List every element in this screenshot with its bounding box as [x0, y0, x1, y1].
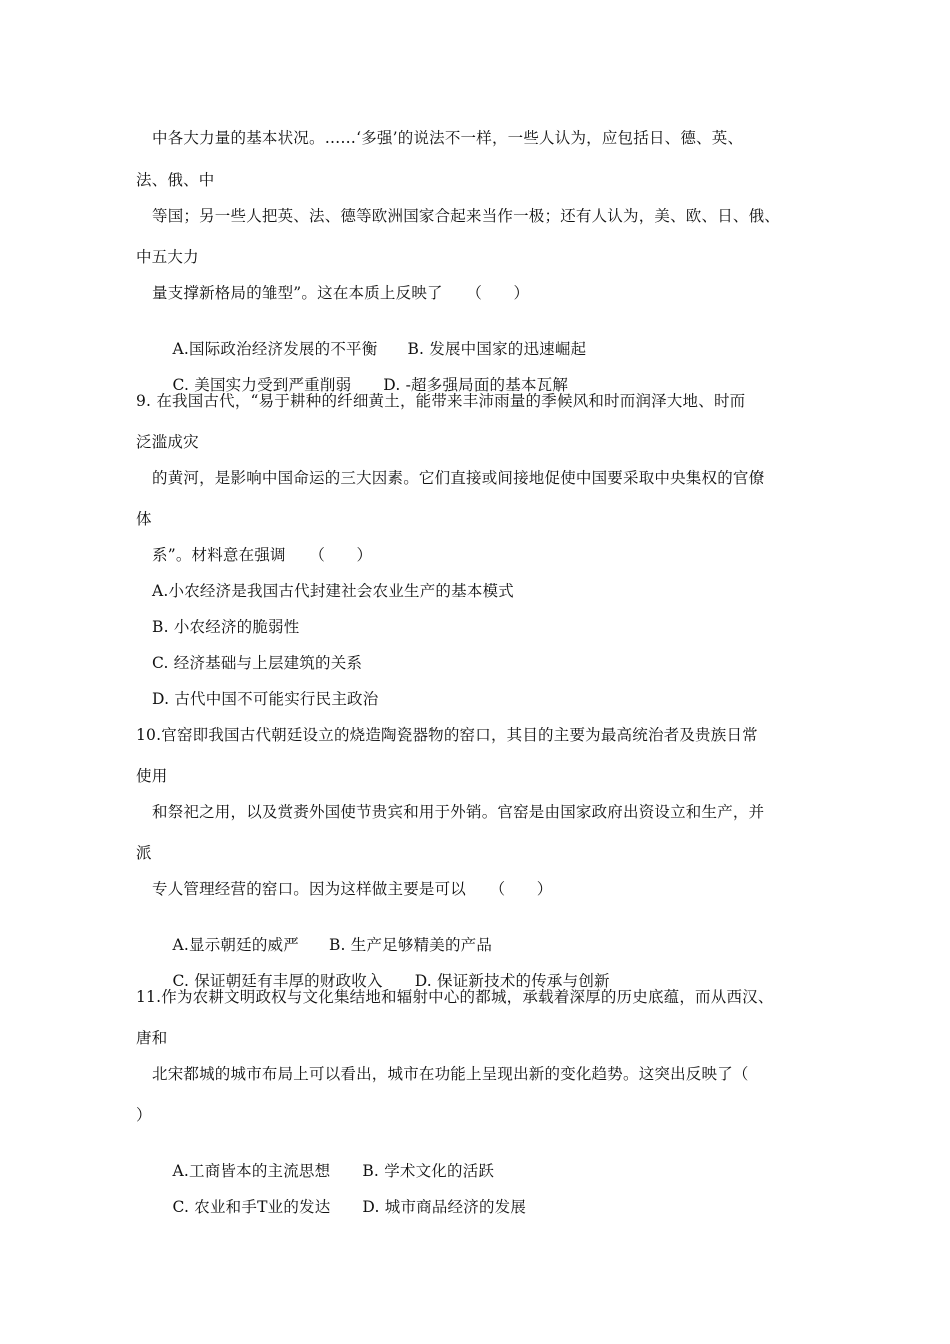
q9-stem-line-1: 9. 在我国古代，“易于耕种的纤细黄土，能带来丰沛雨量的季候风和时而润泽大地、时而 — [136, 392, 746, 410]
q8-option-b: B. 发展中国家的迅速崛起 — [407, 340, 587, 358]
q10-stem-line-3: 和祭祀之用，以及赏赉外国使节贵宾和用于外销。官窑是由国家政府出资设立和生产，并 — [152, 803, 765, 821]
q11-stem-line-2: 唐和 — [136, 1029, 168, 1047]
q10-option-b: B. 生产足够精美的产品 — [328, 936, 493, 954]
q10-stem-line-4: 派 — [136, 844, 152, 862]
q9-option-a: A.小农经济是我国古代封建社会农业生产的基本模式 — [152, 582, 514, 600]
q10-option-c: C. 保证朝廷有丰厚的财政收入 — [172, 972, 383, 990]
q9-stem-line-3: 的黄河，是影响中国命运的三大因素。它们直接或间接地促使中国要采取中央集权的官僚 — [152, 469, 765, 487]
q11-option-b: B. 学术文化的活跃 — [362, 1162, 495, 1180]
q10-stem-line-5: 专人管理经营的窑口。因为这样做主要是可以 （ ） — [152, 880, 553, 898]
q11-stem-line-4: ） — [136, 1106, 152, 1124]
q8-stem-line-4: 中五大力 — [136, 248, 199, 266]
q11-options-row-2 — [152, 1177, 526, 1237]
q8-stem-line-2: 法、俄、中 — [136, 171, 215, 189]
q9-stem-line-4: 体 — [136, 510, 152, 528]
q8-stem-line-3: 等国；另一些人把英、法、德等欧洲国家合起来当作一极；还有人认为，美、欧、日、俄、 — [152, 207, 781, 225]
q10-stem-line-1: 10.官窑即我国古代朝廷设立的烧造陶瓷器物的窑口，其目的主要为最高统治者及贵族日常 — [136, 726, 758, 744]
q9-option-c: C. 经济基础与上层建筑的关系 — [152, 654, 363, 672]
q11-stem-line-1: 11.作为农耕文明政权与文化集结地和辐射中心的都城，承载着深厚的历史底蕴，而从西汉、 — [136, 988, 774, 1006]
q11-stem-line-3: 北宋都城的城市布局上可以看出，城市在功能上呈现出新的变化趋势。这突出反映了（ — [152, 1065, 749, 1083]
q11-option-a: A.工商皆本的主流思想 — [172, 1162, 331, 1180]
q8-stem-line-1: 中各大力量的基本状况。……‘多强’的说法不一样，一些人认为，应包括日、德、英、 — [152, 129, 744, 147]
q9-stem-line-5: 系”。材料意在强调 （ ） — [152, 546, 373, 564]
q9-option-b: B. 小农经济的脆弱性 — [152, 618, 300, 636]
q9-option-d: D. 古代中国不可能实行民主政治 — [152, 690, 379, 708]
q8-option-a: A.国际政治经济发展的不平衡 — [172, 340, 378, 358]
q10-option-a: A.显示朝廷的威严 — [172, 936, 299, 954]
q10-option-d: D. 保证新技术的传承与创新 — [414, 972, 610, 990]
q8-option-c: C. 美国实力受到严重削弱 — [172, 376, 352, 394]
q9-stem-line-2: 泛滥成灾 — [136, 433, 199, 451]
q8-stem-line-5: 量支撑新格局的雏型”。这在本质上反映了 （ ） — [152, 284, 530, 302]
q11-option-c: C. 农业和手T业的发达 — [172, 1198, 331, 1216]
q10-stem-line-2: 使用 — [136, 767, 168, 785]
q8-option-d: D. -超多强局面的基本瓦解 — [383, 376, 569, 394]
q11-option-d: D. 城市商品经济的发展 — [362, 1198, 527, 1216]
